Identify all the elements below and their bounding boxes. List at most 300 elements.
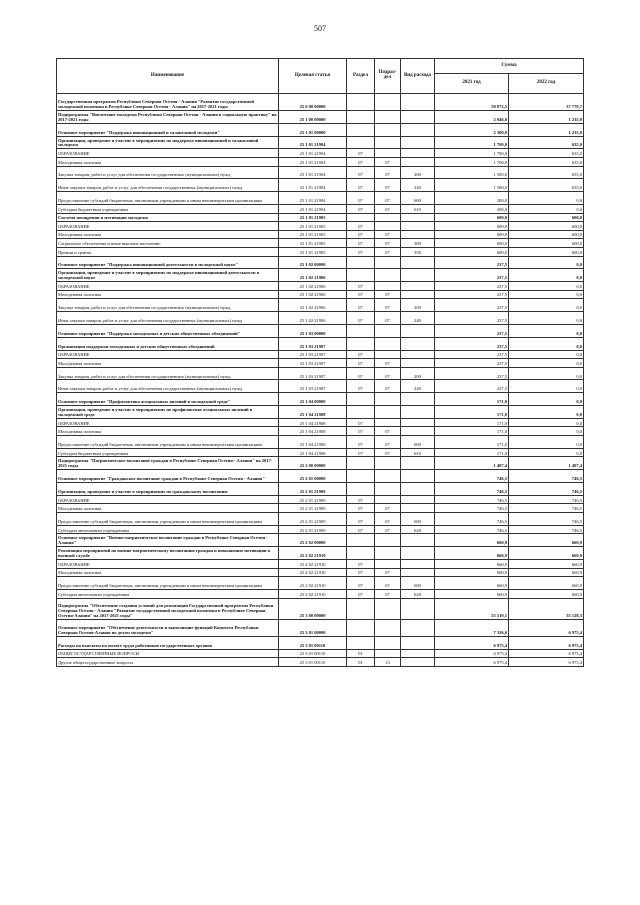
cell-2022: 0,0 (509, 367, 584, 380)
cell-code: 25 1 04 21908 (279, 427, 347, 436)
cell-name: ОБЩЕГОСУДАРСТВЕННЫЕ ВОПРОСЫ (57, 649, 279, 658)
cell-2022: 660,9 (509, 534, 584, 547)
page-number: 507 (314, 24, 326, 33)
header-subsection: Подраз-дел (375, 59, 401, 94)
cell-code: 25 2 02 21910 (279, 547, 347, 560)
cell-2022: 0,0 (509, 324, 584, 337)
cell-subsection (375, 406, 401, 419)
cell-2022: 746,5 (509, 495, 584, 504)
cell-name: ОБРАЗОВАНИЕ (57, 282, 279, 291)
cell-subsection (375, 649, 401, 658)
cell-2021: 237,5 (435, 299, 509, 312)
cell-2022: 635,0 (509, 136, 584, 149)
cell-code: 25 1 02 21906 (279, 290, 347, 299)
cell-name: Социальное обеспечение и иные выплаты населению (57, 239, 279, 248)
table-row (57, 239, 584, 248)
cell-subsection: 07 (375, 299, 401, 312)
cell-section: 07 (347, 312, 375, 325)
cell-2021: 600,0 (435, 213, 509, 222)
cell-2021: 59 872,5 (435, 94, 509, 111)
cell-2022: 0,0 (509, 337, 584, 350)
cell-subsection (375, 111, 401, 124)
cell-name: Основное мероприятие "Профилактика асоциальных явлений в молодежной среде" (57, 393, 279, 406)
cell-2021: 237,5 (435, 359, 509, 368)
cell-2022: 0,0 (509, 192, 584, 205)
cell-section: 07 (347, 239, 375, 248)
cell-2021: 1 700,0 (435, 136, 509, 149)
cell-code: 25 1 03 21907 (279, 367, 347, 380)
cell-name: Основное мероприятие "Поддержка инновационной деятельности в молодежной науке" (57, 256, 279, 269)
cell-kind: 600 (401, 577, 435, 590)
cell-code: 25 1 02 21906 (279, 312, 347, 325)
cell-subsection (375, 350, 401, 359)
cell-name: Предоставление субсидий бюджетным, автономным учреждениям и иным некоммерческим организациям (57, 577, 279, 590)
cell-code: 25 1 01 21904 (279, 157, 347, 166)
cell-2022: 635,0 (509, 166, 584, 179)
cell-2021: 237,5 (435, 256, 509, 269)
cell-section: 07 (347, 290, 375, 299)
cell-kind (401, 111, 435, 124)
cell-2022: 600,0 (509, 213, 584, 222)
header-code: Целевая статья (279, 59, 347, 94)
cell-kind (401, 230, 435, 239)
cell-subsection (375, 94, 401, 111)
cell-kind (401, 337, 435, 350)
table-row (57, 380, 584, 393)
table-row (57, 166, 584, 179)
cell-subsection (375, 256, 401, 269)
table-row (57, 393, 584, 406)
cell-section: 07 (347, 192, 375, 205)
cell-kind (401, 568, 435, 577)
table-row (57, 123, 584, 136)
cell-2021: 200,0 (435, 204, 509, 213)
table-row (57, 359, 584, 368)
cell-kind (401, 359, 435, 368)
table-row (57, 282, 584, 291)
cell-name: Молодежная политика (57, 568, 279, 577)
cell-section (347, 136, 375, 149)
table-row (57, 418, 584, 427)
cell-2022: 600,0 (509, 247, 584, 256)
cell-2021: 6 975,4 (435, 658, 509, 667)
table-row (57, 157, 584, 166)
cell-2022: 635,0 (509, 149, 584, 158)
table-row (57, 222, 584, 231)
cell-subsection: 07 (375, 290, 401, 299)
cell-kind: 200 (401, 299, 435, 312)
cell-2022: 6 975,4 (509, 658, 584, 667)
cell-2022: 660,9 (509, 590, 584, 599)
cell-section: 07 (347, 179, 375, 192)
cell-code: 25 1 04 21908 (279, 436, 347, 449)
cell-name: Закупка товаров, работ и услуг для обеспечения государственных (муниципальных) нужд (57, 299, 279, 312)
cell-2022: 635,0 (509, 157, 584, 166)
table-row (57, 247, 584, 256)
cell-2022: 0,0 (509, 448, 584, 457)
cell-code: 25 1 01 21905 (279, 239, 347, 248)
cell-code: 25 1 01 21904 (279, 204, 347, 213)
cell-kind (401, 470, 435, 483)
cell-name: Иные закупки товаров, работ и услуг для обеспечения государственных (муниципальных) нужд (57, 380, 279, 393)
cell-section (347, 111, 375, 124)
cell-kind (401, 406, 435, 419)
cell-2021: 171,0 (435, 393, 509, 406)
cell-name: Основное мероприятие "Поддержка молодежных и детских общественных объединений" (57, 324, 279, 337)
cell-subsection (375, 483, 401, 496)
cell-name: Субсидии автономным учреждениям (57, 525, 279, 534)
table-row (57, 213, 584, 222)
cell-section (347, 619, 375, 636)
cell-name: Подпрограмма "Вовлечение молодежи Республики Северная Осетия - Алания в социальную практику" на 2017-2021 годы (57, 111, 279, 124)
cell-name: ОБРАЗОВАНИЕ (57, 495, 279, 504)
cell-section (347, 547, 375, 560)
cell-section: 07 (347, 418, 375, 427)
cell-2022: 660,9 (509, 560, 584, 569)
table-row (57, 619, 584, 636)
cell-2021: 2 300,0 (435, 123, 509, 136)
cell-2022: 1 407,4 (509, 457, 584, 470)
cell-2021: 600,0 (435, 247, 509, 256)
cell-code: 25 1 03 21907 (279, 350, 347, 359)
cell-subsection (375, 149, 401, 158)
cell-2021: 746,5 (435, 525, 509, 534)
cell-section: 01 (347, 649, 375, 658)
cell-2022: 0,0 (509, 312, 584, 325)
cell-kind: 350 (401, 247, 435, 256)
cell-name: Другие общегосударственные вопросы (57, 658, 279, 667)
cell-2022: 0,0 (509, 256, 584, 269)
cell-subsection: 07 (375, 230, 401, 239)
cell-code: 25 1 02 21906 (279, 299, 347, 312)
cell-kind (401, 290, 435, 299)
cell-2021: 600,0 (435, 239, 509, 248)
cell-kind (401, 560, 435, 569)
cell-section (347, 324, 375, 337)
cell-kind: 200 (401, 367, 435, 380)
cell-kind (401, 256, 435, 269)
cell-name: Иные закупки товаров, работ и услуг для обеспечения государственных (муниципальных) нужд (57, 312, 279, 325)
cell-kind (401, 222, 435, 231)
cell-2022: 1 235,0 (509, 111, 584, 124)
cell-kind (401, 504, 435, 513)
cell-2021: 600,0 (435, 230, 509, 239)
cell-section (347, 470, 375, 483)
cell-subsection: 07 (375, 312, 401, 325)
cell-2022: 6 975,4 (509, 619, 584, 636)
cell-2021: 171,0 (435, 418, 509, 427)
cell-subsection (375, 136, 401, 149)
cell-code: 25 1 01 21904 (279, 136, 347, 149)
cell-2022: 660,9 (509, 547, 584, 560)
cell-name: Закупка товаров, работ и услуг для обеспечения государственных (муниципальных) нужд (57, 367, 279, 380)
cell-2022: 6 975,4 (509, 636, 584, 649)
cell-kind: 600 (401, 192, 435, 205)
header-year-2022: 2022 год (509, 74, 584, 94)
cell-code: 25 1 02 21906 (279, 282, 347, 291)
cell-2021: 660,9 (435, 590, 509, 599)
cell-code: 25 3 01 00110 (279, 658, 347, 667)
cell-code: 25 0 00 00000 (279, 94, 347, 111)
cell-name: Система поощрения и мотивации молодежи (57, 213, 279, 222)
cell-section: 07 (347, 525, 375, 534)
table-row (57, 324, 584, 337)
cell-kind: 300 (401, 239, 435, 248)
cell-subsection (375, 495, 401, 504)
cell-subsection (375, 598, 401, 619)
cell-kind (401, 619, 435, 636)
cell-code: 25 1 02 00000 (279, 256, 347, 269)
cell-code: 25 2 01 21909 (279, 525, 347, 534)
table-row (57, 149, 584, 158)
cell-name: Предоставление субсидий бюджетным, автономным учреждениям и иным некоммерческим организациям (57, 436, 279, 449)
cell-kind (401, 658, 435, 667)
cell-section: 07 (347, 359, 375, 368)
cell-kind (401, 282, 435, 291)
cell-kind: 620 (401, 525, 435, 534)
cell-kind (401, 136, 435, 149)
cell-2021: 200,0 (435, 192, 509, 205)
cell-2021: 1 500,0 (435, 179, 509, 192)
cell-section: 07 (347, 157, 375, 166)
cell-code: 25 3 01 00110 (279, 636, 347, 649)
cell-section: 07 (347, 350, 375, 359)
cell-section: 07 (347, 448, 375, 457)
cell-name: ОБРАЗОВАНИЕ (57, 222, 279, 231)
cell-2022: 1 235,0 (509, 123, 584, 136)
cell-code: 25 2 01 21909 (279, 483, 347, 496)
cell-kind (401, 495, 435, 504)
cell-2021: 660,9 (435, 534, 509, 547)
cell-2021: 660,9 (435, 568, 509, 577)
cell-2021: 171,0 (435, 406, 509, 419)
cell-subsection (375, 534, 401, 547)
cell-section: 07 (347, 495, 375, 504)
cell-name: ОБРАЗОВАНИЕ (57, 350, 279, 359)
cell-section: 07 (347, 436, 375, 449)
cell-code: 25 3 01 00110 (279, 649, 347, 658)
cell-name: Предоставление субсидий бюджетным, автономным учреждениям и иным некоммерческим организациям (57, 513, 279, 526)
cell-subsection: 07 (375, 157, 401, 166)
table-row (57, 483, 584, 496)
cell-2022: 6 975,4 (509, 649, 584, 658)
cell-code: 25 1 01 21904 (279, 149, 347, 158)
table-row (57, 427, 584, 436)
cell-name: Организация, проведение и участие в мероприятиях по поддержке инновационной и талантливой молодежи (57, 136, 279, 149)
cell-subsection (375, 457, 401, 470)
cell-2022: 0,0 (509, 393, 584, 406)
cell-kind (401, 427, 435, 436)
cell-2021: 1 407,4 (435, 457, 509, 470)
cell-kind (401, 123, 435, 136)
cell-subsection: 13 (375, 658, 401, 667)
cell-code: 25 1 04 21908 (279, 406, 347, 419)
table-row (57, 577, 584, 590)
cell-subsection (375, 282, 401, 291)
cell-kind (401, 324, 435, 337)
cell-section: 07 (347, 568, 375, 577)
table-row (57, 136, 584, 149)
cell-section: 07 (347, 166, 375, 179)
table-row (57, 436, 584, 449)
cell-code: 25 1 01 21904 (279, 179, 347, 192)
cell-code: 25 1 03 21907 (279, 337, 347, 350)
table-row (57, 312, 584, 325)
cell-subsection (375, 560, 401, 569)
cell-2021: 237,5 (435, 282, 509, 291)
cell-2021: 746,5 (435, 483, 509, 496)
cell-kind: 240 (401, 179, 435, 192)
table-row (57, 658, 584, 667)
cell-section (347, 393, 375, 406)
cell-2021: 1 500,0 (435, 166, 509, 179)
cell-name: Субсидии бюджетным учреждениям (57, 204, 279, 213)
cell-name: Государственная программа Республики Северная Осетия - Алания "Развитие государственной молодежной политики в Республике Северная Осетия - Алания" на 2017-2021 годы (57, 94, 279, 111)
cell-kind: 600 (401, 513, 435, 526)
cell-2022: 0,0 (509, 299, 584, 312)
cell-section (347, 406, 375, 419)
cell-code: 25 2 01 21909 (279, 504, 347, 513)
cell-code: 25 2 02 21910 (279, 590, 347, 599)
cell-section: 07 (347, 230, 375, 239)
cell-name: Основное мероприятие "Обеспечение деятельности и выполнение функций Комитета Республики Северная Осетия-Алания по делам молодежи" (57, 619, 279, 636)
cell-subsection (375, 337, 401, 350)
cell-section (347, 636, 375, 649)
cell-2022: 0,0 (509, 350, 584, 359)
cell-section (347, 534, 375, 547)
cell-code: 25 2 01 00000 (279, 470, 347, 483)
cell-2021: 660,9 (435, 547, 509, 560)
cell-2022: 0,0 (509, 427, 584, 436)
cell-code: 25 3 01 00000 (279, 619, 347, 636)
cell-code: 25 3 00 00000 (279, 598, 347, 619)
table-row (57, 350, 584, 359)
cell-name: Молодежная политика (57, 504, 279, 513)
cell-name: Организация, проведение и участие в мероприятиях по поддержке инновационной деятельности в молодежной науке (57, 269, 279, 282)
cell-subsection: 07 (375, 367, 401, 380)
cell-subsection: 07 (375, 427, 401, 436)
cell-name: Основное мероприятие "Военно-патриотическое воспитание граждан в Республике Северная Осетия - Алания" (57, 534, 279, 547)
table-row (57, 290, 584, 299)
cell-2021: 746,5 (435, 495, 509, 504)
cell-code: 25 1 00 00000 (279, 111, 347, 124)
cell-code: 25 1 02 21906 (279, 269, 347, 282)
cell-2022: 746,5 (509, 504, 584, 513)
table-row (57, 457, 584, 470)
cell-name: Организация, проведение и участие в мероприятиях по гражданскому воспитанию (57, 483, 279, 496)
table-row (57, 513, 584, 526)
cell-section (347, 94, 375, 111)
cell-2022: 0,0 (509, 269, 584, 282)
cell-2022: 635,0 (509, 179, 584, 192)
cell-subsection (375, 470, 401, 483)
cell-subsection (375, 636, 401, 649)
cell-section: 07 (347, 247, 375, 256)
cell-section (347, 483, 375, 496)
cell-2022: 0,0 (509, 359, 584, 368)
cell-kind (401, 649, 435, 658)
cell-2021: 746,5 (435, 470, 509, 483)
cell-2022: 0,0 (509, 290, 584, 299)
cell-2022: 746,5 (509, 470, 584, 483)
cell-code: 25 1 04 21908 (279, 448, 347, 457)
cell-section: 07 (347, 513, 375, 526)
cell-2021: 171,0 (435, 427, 509, 436)
cell-code: 25 1 03 21907 (279, 359, 347, 368)
cell-kind: 240 (401, 380, 435, 393)
table-row (57, 636, 584, 649)
cell-name: Субсидии автономным учреждениям (57, 590, 279, 599)
cell-code: 25 2 02 00000 (279, 534, 347, 547)
table-row (57, 94, 584, 111)
cell-subsection: 07 (375, 239, 401, 248)
header-year-2021: 2021 год (435, 74, 509, 94)
cell-code: 25 1 01 21904 (279, 166, 347, 179)
table-row (57, 406, 584, 419)
cell-kind: 610 (401, 448, 435, 457)
cell-name: Молодежная политика (57, 230, 279, 239)
cell-2021: 660,9 (435, 560, 509, 569)
cell-kind (401, 547, 435, 560)
cell-subsection: 07 (375, 204, 401, 213)
cell-subsection: 07 (375, 436, 401, 449)
cell-kind: 200 (401, 166, 435, 179)
cell-2021: 237,5 (435, 337, 509, 350)
cell-section: 07 (347, 367, 375, 380)
cell-code: 25 1 03 21907 (279, 380, 347, 393)
cell-2021: 237,5 (435, 312, 509, 325)
cell-2021: 55 519,1 (435, 598, 509, 619)
cell-kind (401, 94, 435, 111)
cell-section: 07 (347, 427, 375, 436)
cell-code: 25 1 03 00000 (279, 324, 347, 337)
cell-2022: 0,0 (509, 406, 584, 419)
cell-kind: 610 (401, 204, 435, 213)
cell-subsection (375, 418, 401, 427)
cell-section (347, 256, 375, 269)
cell-subsection: 07 (375, 247, 401, 256)
cell-kind (401, 418, 435, 427)
cell-section (347, 269, 375, 282)
cell-subsection: 07 (375, 568, 401, 577)
cell-code: 25 2 00 00000 (279, 457, 347, 470)
table-row (57, 337, 584, 350)
cell-kind (401, 636, 435, 649)
cell-2022: 660,9 (509, 577, 584, 590)
cell-code: 25 1 04 00000 (279, 393, 347, 406)
table-row (57, 230, 584, 239)
table-row (57, 649, 584, 658)
cell-section: 07 (347, 380, 375, 393)
cell-kind (401, 483, 435, 496)
cell-2021: 7 326,6 (435, 619, 509, 636)
cell-subsection: 07 (375, 192, 401, 205)
cell-section: 07 (347, 282, 375, 291)
cell-2021: 6 975,4 (435, 636, 509, 649)
cell-name: Организация поддержки молодежных и детских общественных объединений (57, 337, 279, 350)
cell-subsection: 07 (375, 380, 401, 393)
cell-name: Основное мероприятие "Гражданское воспитание граждан в Республике Северная Осетия - Алания" (57, 470, 279, 483)
cell-name: Молодежная политика (57, 427, 279, 436)
cell-2022: 746,5 (509, 513, 584, 526)
cell-name: Основное мероприятие "Поддержка инновационной и талантливой молодежи" (57, 123, 279, 136)
cell-subsection: 07 (375, 166, 401, 179)
table-row (57, 192, 584, 205)
cell-name: Премии и гранты (57, 247, 279, 256)
cell-code: 25 1 01 21905 (279, 230, 347, 239)
cell-2021: 237,5 (435, 269, 509, 282)
cell-2021: 746,5 (435, 504, 509, 513)
